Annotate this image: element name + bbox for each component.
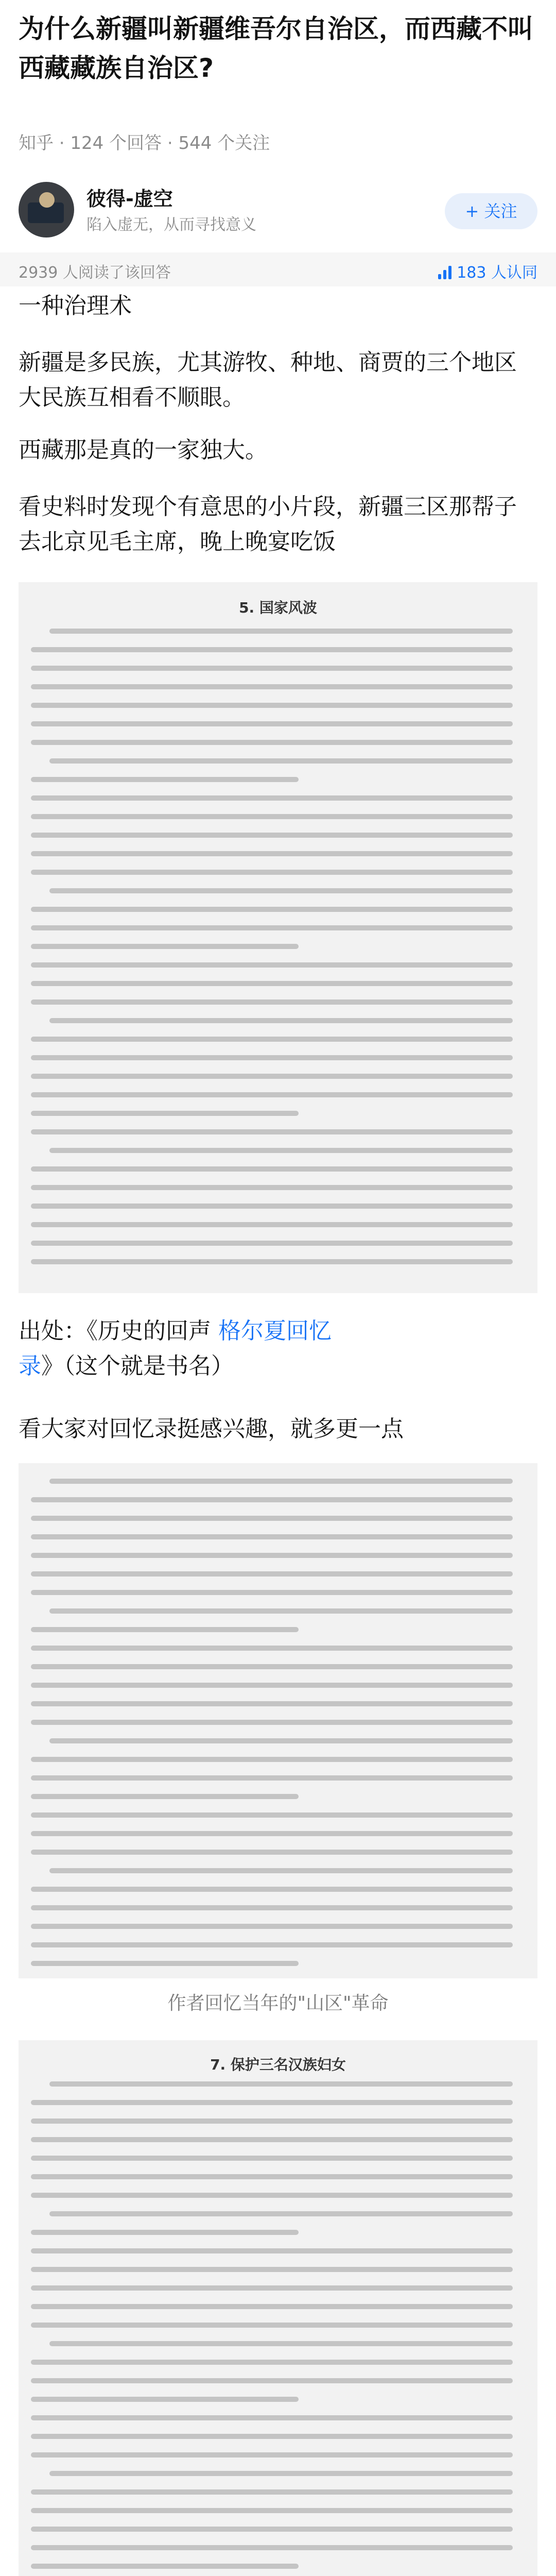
scan-text-line: [31, 2267, 513, 2272]
scan-text-line: [31, 2248, 513, 2253]
scan-text-line: [31, 944, 299, 949]
answer-paragraph: 看史料时发现个有意思的小片段，新疆三区那帮子去北京见毛主席，晚上晚宴吃饭: [19, 494, 517, 555]
scan-text-line: [31, 925, 513, 930]
scan-text-line: [31, 1534, 513, 1539]
follow-button[interactable]: + 关注: [445, 193, 537, 229]
answer-paragraph: 看大家对回忆录挺感兴趣，就多更一点: [19, 1416, 404, 1442]
scan-text-line: [31, 795, 513, 801]
scan-text-line: [31, 1646, 513, 1651]
scan-text-line: [31, 2489, 513, 2495]
likes-count: [438, 260, 537, 282]
author-row: [19, 178, 537, 245]
likes-label: 183 人认同: [457, 264, 537, 282]
scan-text-line: [31, 962, 513, 968]
scan-text-line: [31, 1037, 513, 1042]
scan-text-line: [49, 2341, 513, 2346]
scan-text-line: [31, 1516, 513, 1521]
scan-text-line: [31, 2527, 513, 2532]
scan-text-line: [49, 1148, 513, 1153]
bar-chart-icon: [438, 266, 453, 279]
scan-text-line: [49, 2211, 513, 2216]
source-citation: [19, 1314, 537, 1384]
scan-text-line: [31, 1111, 299, 1116]
scan-text-line: [31, 2137, 513, 2142]
scan-text-line: [31, 1757, 513, 1762]
scan-text-line: [31, 2323, 513, 2328]
scan-text-line: [31, 721, 513, 726]
scan-text-line: [31, 1812, 513, 1818]
scan-text-line: [31, 1627, 299, 1632]
scan-text-line: [31, 1701, 513, 1706]
scan-text-line: [31, 1055, 513, 1060]
scan-text-line: [31, 1942, 513, 1947]
scan-text-line: [31, 1222, 513, 1227]
scan-text-line: [31, 2285, 513, 2291]
scan-text-line: [31, 851, 513, 856]
scan-text-line: [31, 2415, 513, 2420]
scan-text-line: [31, 1497, 513, 1502]
scan-text-line: [31, 1553, 513, 1558]
scan-text-line: [31, 2397, 299, 2402]
scan-text-line: [31, 1074, 513, 1079]
scan-text-line: [31, 1259, 513, 1264]
scan-text-line: [31, 2545, 513, 2550]
scan-text-line: [31, 999, 513, 1005]
scan-text-line: [31, 1887, 513, 1892]
scan-text-line: [31, 1664, 513, 1669]
scan-text-line: [49, 1018, 513, 1023]
scan-text-line: [31, 907, 513, 912]
scan-text-line: [31, 2508, 513, 2513]
scan-text-line: [31, 981, 513, 986]
scan-text-line: [49, 1868, 513, 1873]
scan-text-line: [31, 2378, 513, 2383]
scan-text-line: [31, 814, 513, 819]
scan-text-line: [31, 1185, 513, 1190]
scan-text-line: [49, 1479, 513, 1484]
scan-text-line: [31, 2230, 299, 2235]
scan-text-line: [31, 833, 513, 838]
scan-text-line: [31, 1571, 513, 1577]
scan-text-line: [31, 1905, 513, 1910]
question-title[interactable]: 为什么新疆叫新疆维吾尔自治区，而西藏不叫西藏藏族自治区?: [19, 14, 533, 83]
answer-paragraph: 一种治理术: [19, 293, 132, 319]
scan-text-line: [49, 2471, 513, 2476]
scan-text-line: [31, 1850, 513, 1855]
scan-text-line: [49, 1608, 513, 1614]
scan-text-line: [31, 1092, 513, 1097]
scan-text-line: [49, 629, 513, 634]
scan-text-line: [31, 2174, 513, 2179]
book-scan-image: [19, 1463, 537, 1978]
author-bio: 陷入虚无，从而寻找意义: [86, 216, 256, 234]
scan-text-line: [31, 1924, 513, 1929]
scan-text-line: [49, 758, 513, 764]
scan-text-line: [31, 1720, 513, 1725]
scan-text-line: [31, 2156, 513, 2161]
scan-text-line: [31, 740, 513, 745]
scan-text-line: [31, 2434, 513, 2439]
scan-text-line: [31, 684, 513, 689]
scan-text-line: [31, 2193, 513, 2198]
scan-text-line: [31, 2304, 513, 2309]
scan-text-line: [31, 1590, 513, 1595]
scan-text-line: [31, 703, 513, 708]
scan-heading: 5. 国家风波: [239, 599, 317, 616]
scan-text-line: [31, 1775, 513, 1781]
scan-text-line: [31, 1166, 513, 1172]
book-scan-image: [19, 582, 537, 1293]
scan-text-line: [31, 777, 299, 782]
scan-text-line: [31, 2119, 513, 2124]
answer-paragraph: 西藏那是真的一家独大。: [19, 437, 268, 463]
scan-text-line: [31, 1204, 513, 1209]
source-prefix: 出处：《历史的回声: [19, 1318, 218, 1344]
avatar[interactable]: [19, 182, 74, 238]
scan-text-line: [31, 870, 513, 875]
book-scan-image: [19, 2040, 537, 2576]
scan-text-line: [31, 1241, 513, 1246]
scan-text-line: [31, 1831, 513, 1836]
scan-text-line: [31, 2452, 513, 2458]
scan-text-line: [49, 2081, 513, 2087]
scan-text-line: [31, 2360, 513, 2365]
book-link[interactable]: 格尔夏回忆录: [19, 1318, 332, 1379]
question-meta: 知乎 · 124 个回答 · 544 个关注: [19, 133, 270, 154]
answer-paragraph: 新疆是多民族，尤其游牧、种地、商贾的三个地区大民族互相看不顺眼。: [19, 349, 517, 411]
read-count: 2939 人阅读了该回答: [19, 264, 171, 282]
image-caption: 作者回忆当年的"山区"革命: [167, 1993, 389, 2014]
scan-text-line: [31, 2100, 513, 2105]
scan-text-line: [31, 666, 513, 671]
scan-text-line: [31, 647, 513, 652]
scan-heading: 7. 保护三名汉族妇女: [210, 2056, 346, 2073]
author-name[interactable]: 彼得-虚空: [86, 188, 173, 210]
source-suffix: 》（这个就是书名）: [41, 1353, 234, 1379]
scan-text-line: [49, 888, 513, 893]
scan-text-line: [31, 1961, 299, 1966]
scan-text-line: [31, 1794, 299, 1799]
scan-text-line: [31, 1683, 513, 1688]
stats-bar: [0, 252, 556, 286]
scan-text-line: [31, 2564, 299, 2569]
scan-text-line: [49, 1738, 513, 1743]
scan-text-line: [31, 1129, 513, 1134]
